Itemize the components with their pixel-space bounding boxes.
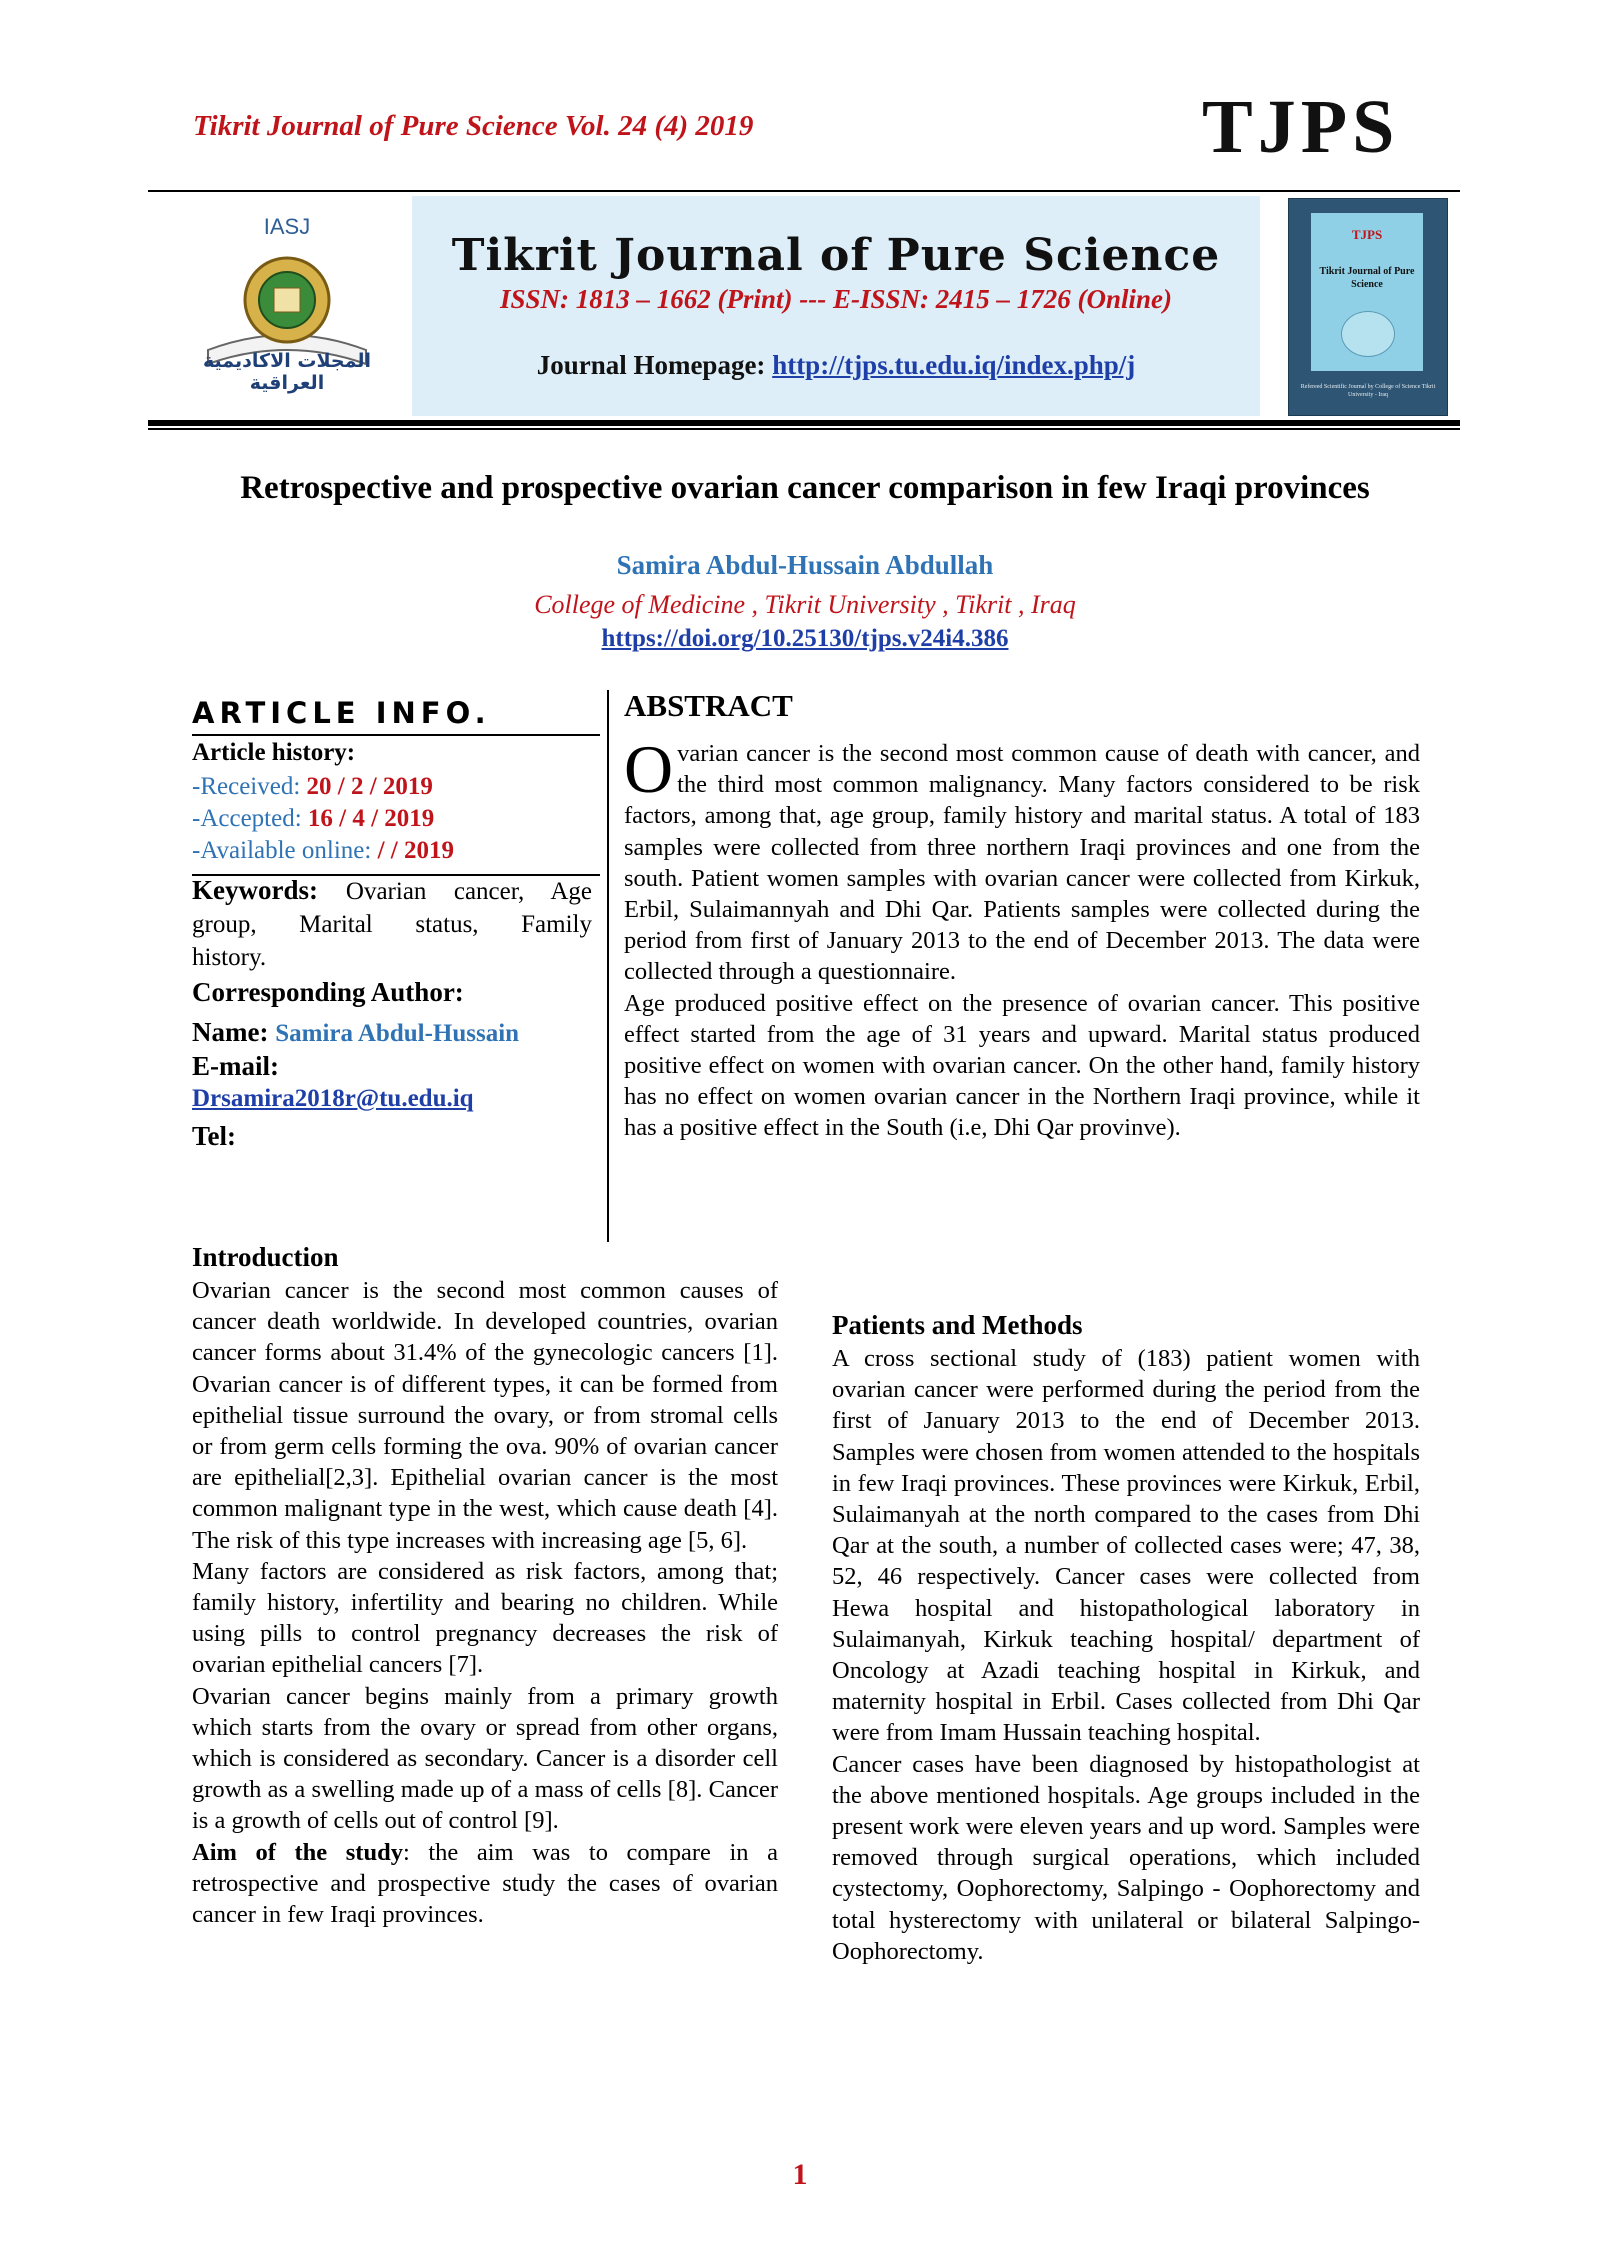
homepage-label: Journal Homepage:	[536, 350, 773, 380]
cover-brand: TJPS	[1351, 227, 1383, 242]
journal-title: Tikrit Journal of Pure Science	[451, 230, 1221, 281]
page-number: 1	[792, 2158, 808, 2191]
email-link[interactable]: Drsamira2018r@tu.edu.iq	[192, 1085, 474, 1112]
methods-body	[832, 1343, 1420, 1967]
available-online-date: -Available online: / / 2019	[192, 837, 454, 864]
iasj-logo-label: IASJ	[263, 214, 311, 239]
abstract-paragraph: Ovarian cancer is the second most common cause of death with cancer, and the third most common malignancy. Many factors considered to be risk factors, among that, age group, family history and marital status. A total of 183 samples were collected from three northern Iraqi provinces and one from the south. Patient women samples with ovarian cancer were collected from Kirkuk, Erbil, Sulaimannyah and Dhi Qar. Patients samples were collected during the period from first of January 2013 to the end of December 2013. The data were collected through a questionnaire.	[624, 731, 1420, 986]
iasj-logo	[168, 210, 406, 394]
corresponding-author-label: Corresponding Author:	[192, 977, 464, 1007]
corresponding-author-name: Name: Samira Abdul-Hussain	[192, 1017, 520, 1047]
doi-link[interactable]: https://doi.org/10.25130/tjps.v24i4.386	[601, 625, 1009, 652]
paper-title: Retrospective and prospective ovarian cancer comparison in few Iraqi provinces	[240, 470, 1370, 506]
abstract-paragraph-2: Age produced positive effect on the presence of ovarian cancer. This positive effect started from the age of 31 years and upward. Marital status produced positive effect on women with ovarian cancer. On the other hand, family history has no effect on women ovarian cancer in the Northern Iraqi province, while it has a positive effect in the South (i.e, Dhi Qar provinve).	[624, 989, 1420, 1142]
article-info-heading: ARTICLE INFO.	[192, 696, 491, 730]
article-history-label: Article history:	[192, 739, 356, 766]
introduction-paragraph-3: Ovarian cancer begins mainly from a primary growth which starts from the ovary or spread from other organs, which is considered as secondary. Cancer is a disorder cell growth as a swelling made up of a mass of cells [8]. Cancer is a growth of cells out of control [9].	[192, 1682, 778, 1835]
journal-homepage	[412, 350, 1260, 381]
methods-paragraph-2: Cancer cases have been diagnosed by histopathologist at the above mentioned hospitals. Age groups included in the present work were eleven years and up word. Samples were removed through surgical operations, which included cystectomy, Oophorectomy, Salpingo - Oophorectomy and total hysterectomy with unilateral or bilateral Salpingo-Oophorectomy.	[832, 1750, 1420, 1965]
journal-cover-thumbnail	[1288, 198, 1448, 416]
introduction-body	[192, 1275, 778, 1930]
received-date: -Received: 20 / 2 / 2019	[192, 773, 433, 800]
email-label: E-mail:	[192, 1051, 279, 1081]
iasj-logo-arabic: المجلات الاكاديمية العراقية	[203, 350, 371, 394]
accepted-date: -Accepted: 16 / 4 / 2019	[192, 805, 435, 832]
abstract-dropcap: O	[624, 731, 674, 807]
author-name: Samira Abdul-Hussain Abdullah	[616, 550, 994, 580]
methods-paragraph-1: A cross sectional study of (183) patient women with ovarian cancer were performed during the period from the first of January 2013 to the end of December 2013. Samples were chosen from women attended to the hospitals in few Iraqi provinces. These provinces were Kirkuk, Erbil, Sulaimanyah at the north compared to the cases from Dhi Qar at the south, a number of collected cases were; 47, 38, 52, 46 respectively. Cancer cases were collected from Hewa hospital and histopathological laboratory in Sulaimanyah, Kirkuk teaching hospital/ department of Oncology at Azadi teaching hospital in Kirkuk, and maternity hospital in Erbil. Cases collected from Dhi Qar were from Imam Hussain teaching hospital.	[832, 1345, 1420, 1747]
aim-of-study: Aim of the study: the aim was to compare in a retrospective and prospective study the cases of ovarian cancer in few Iraqi provinces.	[192, 1838, 779, 1929]
cover-footer: Refereed Scientific Journal by College of Science Tikrit University - Iraq	[1300, 384, 1436, 398]
column-divider	[607, 690, 609, 1242]
homepage-link[interactable]: http://tjps.tu.edu.iq/index.php/j	[772, 350, 1136, 380]
abstract-body	[624, 731, 1420, 1144]
banner-bottom-rule-thin	[148, 428, 1460, 430]
introduction-paragraph-2: Many factors are considered as risk factors, among that; family history, infertility and bearing no children. While using pills to control pregnancy decreases the risk of ovarian epithelial cancers [7].	[192, 1557, 778, 1679]
introduction-heading: Introduction	[192, 1242, 339, 1272]
keywords: Keywords: Ovarian cancer, Age group, Marital status, Family history.	[192, 875, 592, 971]
banner-bottom-rule	[148, 420, 1460, 426]
journal-brand: TJPS	[1202, 85, 1400, 169]
cover-emblem-icon	[1341, 311, 1395, 357]
issn-line: ISSN: 1813 – 1662 (Print) --- E-ISSN: 2415 – 1726 (Online)	[499, 284, 1173, 314]
running-title: Tikrit Journal of Pure Science Vol. 24 (4) 2019	[193, 110, 754, 142]
introduction-paragraph-1: Ovarian cancer is the second most common causes of cancer death worldwide. In developed countries, ovarian cancer forms about 31.4% of the gynecologic cancers [1]. Ovarian cancer is of different types, it can be formed from epithelial tissue surround the ovary, or from stromal cells or from germ cells forming the ova. 90% of ovarian cancer are epithelial[2,3]. Epithelial ovarian cancer is the most common malignant type in the west, which cause death [4]. The risk of this type increases with increasing age [5, 6].	[192, 1277, 778, 1554]
cover-title: Tikrit Journal of Pure Science	[1319, 266, 1415, 290]
tel-label: Tel:	[192, 1121, 237, 1151]
header-divider	[148, 190, 1460, 192]
methods-heading: Patients and Methods	[832, 1310, 1083, 1340]
author-affiliation: College of Medicine , Tikrit University , Tikrit , Iraq	[534, 590, 1076, 619]
abstract-heading: ABSTRACT	[624, 688, 793, 723]
